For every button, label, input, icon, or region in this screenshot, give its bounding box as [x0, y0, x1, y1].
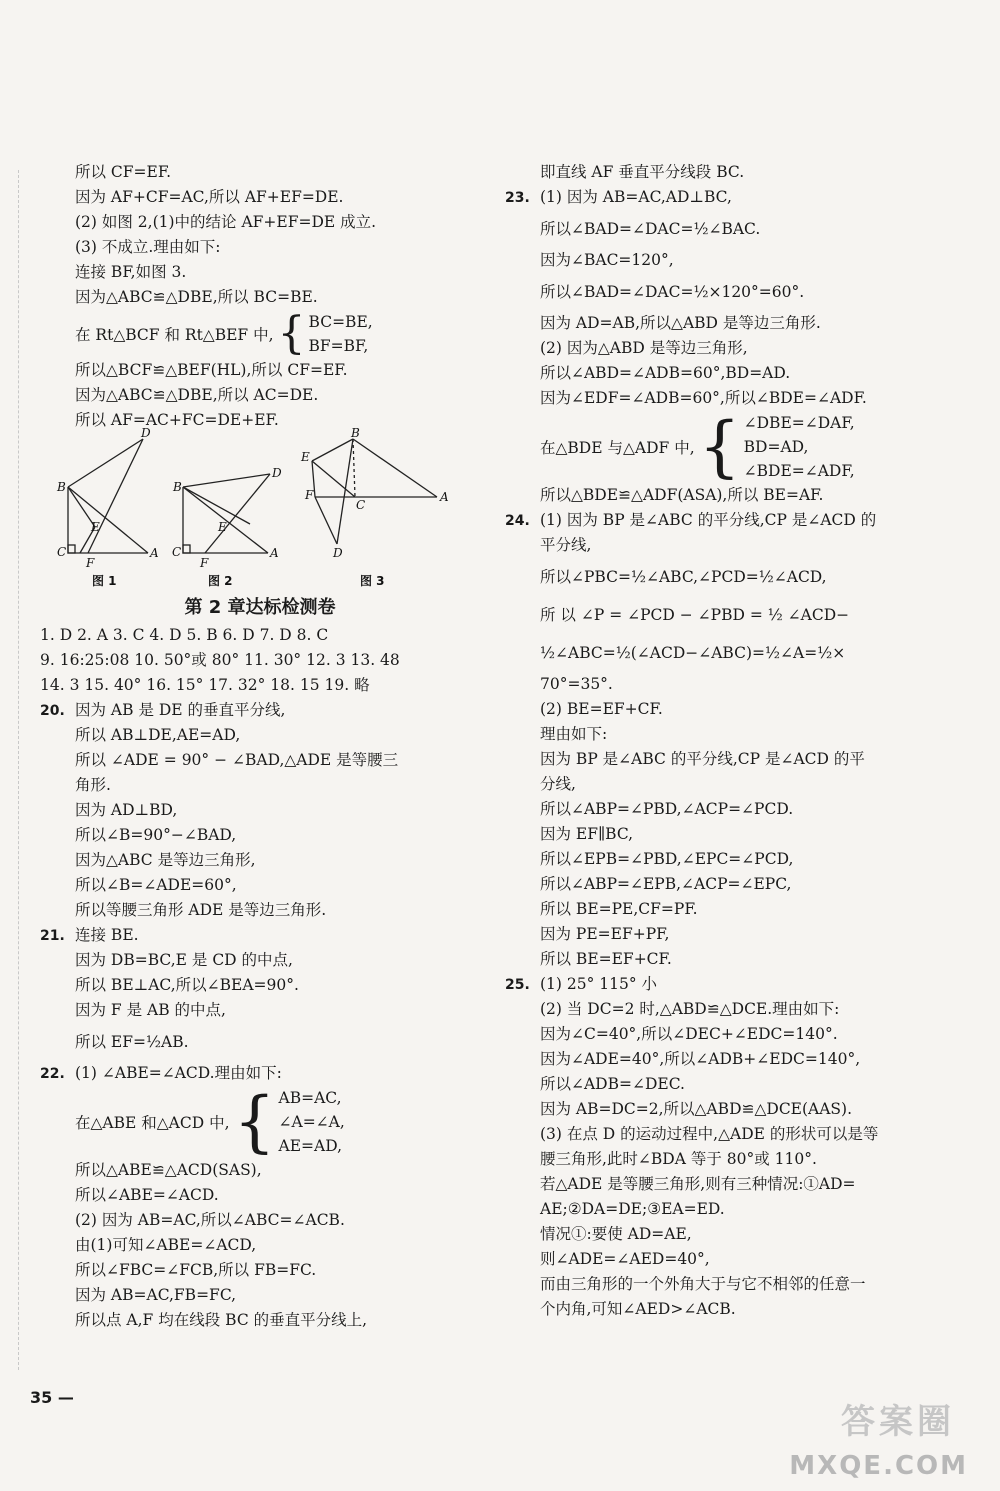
fig1-label: E	[91, 520, 100, 534]
fig2-label: E	[218, 520, 227, 534]
text-line: 所以 BE=PE,CF=PF.	[540, 900, 698, 918]
figures-1-2-3	[40, 426, 480, 589]
text-line: (2) BE=EF+CF.	[540, 700, 663, 718]
question-text: (1) 25° 115° 小	[540, 975, 658, 993]
text-line: 所以∠FBC=∠FCB,所以 FB=FC.	[75, 1261, 317, 1279]
system-line: ∠BDE=∠ADF,	[743, 462, 855, 480]
question-text: (1) 因为 AB=AC,AD⊥BC,	[540, 188, 732, 206]
text-line: 因为 AB=DC=2,所以△ABD≌△DCE(AAS).	[540, 1100, 853, 1118]
text-line: 而由三角形的一个外角大于与它不相邻的任意一	[540, 1275, 866, 1293]
geometry-figures	[40, 426, 470, 589]
text-line: 所以∠B=90°−∠BAD,	[75, 826, 237, 844]
binding-margin-line	[18, 170, 19, 1370]
fig3-label: C	[356, 498, 366, 512]
chapter-title: 第 2 章达标检测卷	[184, 597, 336, 618]
text-line: 因为 AF+CF=AC,所以 AF+EF=DE.	[75, 188, 344, 206]
text-line: 因为∠BAC=120°,	[540, 251, 674, 269]
text-line: 因为 AD⊥BD,	[75, 801, 178, 819]
figure-caption: 图 1	[92, 574, 117, 588]
text-line: 所以∠ABP=∠EPB,∠ACP=∠EPC,	[540, 875, 792, 893]
text-line: 所以 CF=EF.	[75, 163, 172, 181]
text-line: 即直线 AF 垂直平分线段 BC.	[540, 163, 745, 181]
question-number: 23.	[505, 190, 530, 206]
text-line: 情况①:要使 AD=AE,	[540, 1225, 692, 1243]
text-line: 因为∠C=40°,所以∠DEC+∠EDC=140°.	[540, 1025, 838, 1043]
text-line: 因为△ABC≌△DBE,所以 BC=BE.	[75, 288, 318, 306]
question-first-line	[40, 923, 480, 948]
figure-caption: 图 3	[360, 574, 385, 588]
text-line: 所以∠BAD=∠DAC=½∠BAC.	[540, 220, 761, 238]
text-line: AE;②DA=DE;③EA=ED.	[540, 1200, 725, 1218]
text-line: 理由如下:	[540, 725, 608, 743]
system-prefix: 在 Rt△BCF 和 Rt△BEF 中,	[75, 326, 274, 344]
system-line: BC=BE,	[308, 313, 373, 331]
text-line: 因为 BP 是∠ABC 的平分线,CP 是∠ACD 的平	[540, 750, 865, 768]
text-line: 角形.	[75, 776, 111, 794]
text-line: 因为 F 是 AB 的中点,	[75, 1001, 226, 1019]
question-text: 因为 AB 是 DE 的垂直平分线,	[75, 701, 286, 719]
text-line: (3) 在点 D 的运动过程中,△ADE 的形状可以是等	[540, 1125, 879, 1143]
text-line: (2) 当 DC=2 时,△ABD≌△DCE.理由如下:	[540, 1000, 840, 1018]
fig1-label: B	[57, 480, 66, 494]
system-line: BD=AD,	[743, 438, 809, 456]
text-line: 所以等腰三角形 ADE 是等边三角形.	[75, 901, 327, 919]
fig2-label: D	[272, 466, 282, 480]
text-line: 所以∠PBC=½∠ABC,∠PCD=½∠ACD,	[540, 568, 827, 586]
text-line: 所以∠ABD=∠ADB=60°,BD=AD.	[540, 364, 791, 382]
question-first-line	[505, 185, 945, 210]
text-line: 所以 BE⊥AC,所以∠BEA=90°.	[75, 976, 299, 994]
text-line: 由(1)可知∠ABE=∠ACD,	[75, 1236, 257, 1254]
text-line: (2) 如图 2,(1)中的结论 AF+EF=DE 成立.	[75, 213, 377, 231]
system-line: AB=AC,	[278, 1089, 342, 1107]
text-line: 所以∠EPB=∠PBD,∠EPC=∠PCD,	[540, 850, 794, 868]
text-line: 所以点 A,F 均在线段 BC 的垂直平分线上,	[75, 1311, 368, 1329]
fig2-label: F	[200, 556, 209, 570]
text-line: 分线,	[540, 775, 576, 793]
system-prefix: 在△ABE 和△ACD 中,	[75, 1114, 230, 1132]
text-line: 因为 AD=AB,所以△ABD 是等边三角形.	[540, 314, 821, 332]
question-number: 25.	[505, 977, 530, 993]
text-line: (2) 因为 AB=AC,所以∠ABC=∠ACB.	[75, 1211, 345, 1229]
system-line: ∠A=∠A,	[278, 1113, 345, 1131]
fig2-label: C	[172, 545, 182, 559]
text-line: 个内角,可知∠AED>∠ACB.	[540, 1300, 736, 1318]
text-line: 所以 BE=EF+CF.	[540, 950, 672, 968]
text-line: (3) 不成立.理由如下:	[75, 238, 221, 256]
text-line: 因为△ABC≌△DBE,所以 AC=DE.	[75, 386, 319, 404]
text-line: 因为 DB=BC,E 是 CD 的中点,	[75, 951, 293, 969]
question-number: 20.	[40, 703, 65, 719]
question-number: 22.	[40, 1066, 65, 1082]
system-line: ∠DBE=∠DAF,	[743, 414, 855, 432]
text-line: 所以 AF=AC+FC=DE+EF.	[75, 411, 279, 429]
fig3-label: B	[351, 426, 360, 440]
brace-icon: {	[698, 408, 741, 485]
brace-icon: {	[233, 1083, 276, 1160]
text-line: 所以∠ABE=∠ACD.	[75, 1186, 219, 1204]
question-number: 21.	[40, 928, 65, 944]
question-number: 24.	[505, 513, 530, 529]
text-line: 因为∠ADE=40°,所以∠ADB+∠EDC=140°,	[540, 1050, 861, 1068]
text-line: 所以△BCF≌△BEF(HL),所以 CF=EF.	[75, 361, 348, 379]
text-line: 所以∠B=∠ADE=60°,	[75, 876, 237, 894]
question-text: (1) ∠ABE=∠ACD.理由如下:	[75, 1064, 282, 1082]
text-line: 所以∠BAD=∠DAC=½×120°=60°.	[540, 283, 805, 301]
system-line: AE=AD,	[278, 1137, 343, 1155]
left-column	[40, 160, 480, 1333]
text-line: 所以∠ADB=∠DEC.	[540, 1075, 685, 1093]
text-line: 所以 EF=½AB.	[75, 1033, 189, 1051]
text-line: 连接 BF,如图 3.	[75, 263, 187, 281]
system-prefix: 在△BDE 与△ADF 中,	[540, 439, 695, 457]
fig2-label: B	[173, 480, 182, 494]
answer-line: 1. D 2. A 3. C 4. D 5. B 6. D 7. D 8. C	[40, 626, 329, 644]
fig3-label: E	[301, 450, 310, 464]
question-first-line	[505, 508, 945, 533]
fig1-label: F	[86, 556, 95, 570]
fig3-label: D	[333, 546, 343, 560]
brace-icon: {	[277, 308, 306, 359]
fig2-label: A	[270, 546, 279, 560]
right-column	[505, 160, 945, 1322]
figure-caption: 图 2	[208, 574, 233, 588]
system-line: BF=BF,	[308, 337, 369, 355]
text-line: 则∠ADE=∠AED=40°,	[540, 1250, 710, 1268]
text-line: 若△ADE 是等腰三角形,则有三种情况:①AD=	[540, 1175, 856, 1193]
text-line: 因为△ABC 是等边三角形,	[75, 851, 256, 869]
question-text: (1) 因为 BP 是∠ABC 的平分线,CP 是∠ACD 的	[540, 511, 877, 529]
answer-line: 14. 3 15. 40° 16. 15° 17. 32° 18. 15 19. 略	[40, 676, 370, 694]
text-line: 因为 AB=AC,FB=FC,	[75, 1286, 237, 1304]
text-line: 因为 EF∥BC,	[540, 825, 634, 843]
fig1-label: C	[57, 545, 67, 559]
question-text: 连接 BE.	[75, 926, 139, 944]
text-line: (2) 因为△ABD 是等边三角形,	[540, 339, 748, 357]
fig3-label: F	[305, 488, 314, 502]
text-line: 所以 ∠ADE = 90° − ∠BAD,△ADE 是等腰三	[75, 751, 399, 769]
text-line: 所以△ABE≌△ACD(SAS),	[75, 1161, 262, 1179]
system-abe-acd	[40, 1083, 480, 1160]
fig1-label: D	[141, 426, 151, 440]
text-line: 70°=35°.	[540, 675, 613, 693]
fig1-label: A	[150, 546, 159, 560]
watermark-logo: 答案圈	[841, 1402, 955, 1442]
system-rt-bcf-bef	[40, 310, 480, 358]
text-line: 所以∠ABP=∠PBD,∠ACP=∠PCD.	[540, 800, 794, 818]
text-line: ½∠ABC=½(∠ACD−∠ABC)=½∠A=½×	[540, 644, 846, 662]
system-bde-adf	[505, 408, 945, 485]
text-line: 因为 PE=EF+PF,	[540, 925, 670, 943]
answer-line: 9. 16:25:08 10. 50°或 80° 11. 30° 12. 3 13. 48	[40, 651, 400, 669]
text-line: 所 以 ∠P = ∠PCD − ∠PBD = ½ ∠ACD−	[540, 606, 850, 624]
page-number: 35 —	[30, 1388, 74, 1407]
text-line: 平分线,	[540, 536, 592, 554]
text-line: 所以△BDE≌△ADF(ASA),所以 BE=AF.	[540, 486, 824, 504]
text-line: 腰三角形,此时∠BDA 等于 80°或 110°.	[540, 1150, 817, 1168]
question-first-line	[505, 972, 945, 997]
text-line: 因为∠EDF=∠ADB=60°,所以∠BDE=∠ADF.	[540, 389, 867, 407]
fig3-label: A	[440, 490, 449, 504]
watermark-url: MXQE.COM	[789, 1451, 968, 1481]
text-line: 所以 AB⊥DE,AE=AD,	[75, 726, 241, 744]
question-first-line	[40, 698, 480, 723]
